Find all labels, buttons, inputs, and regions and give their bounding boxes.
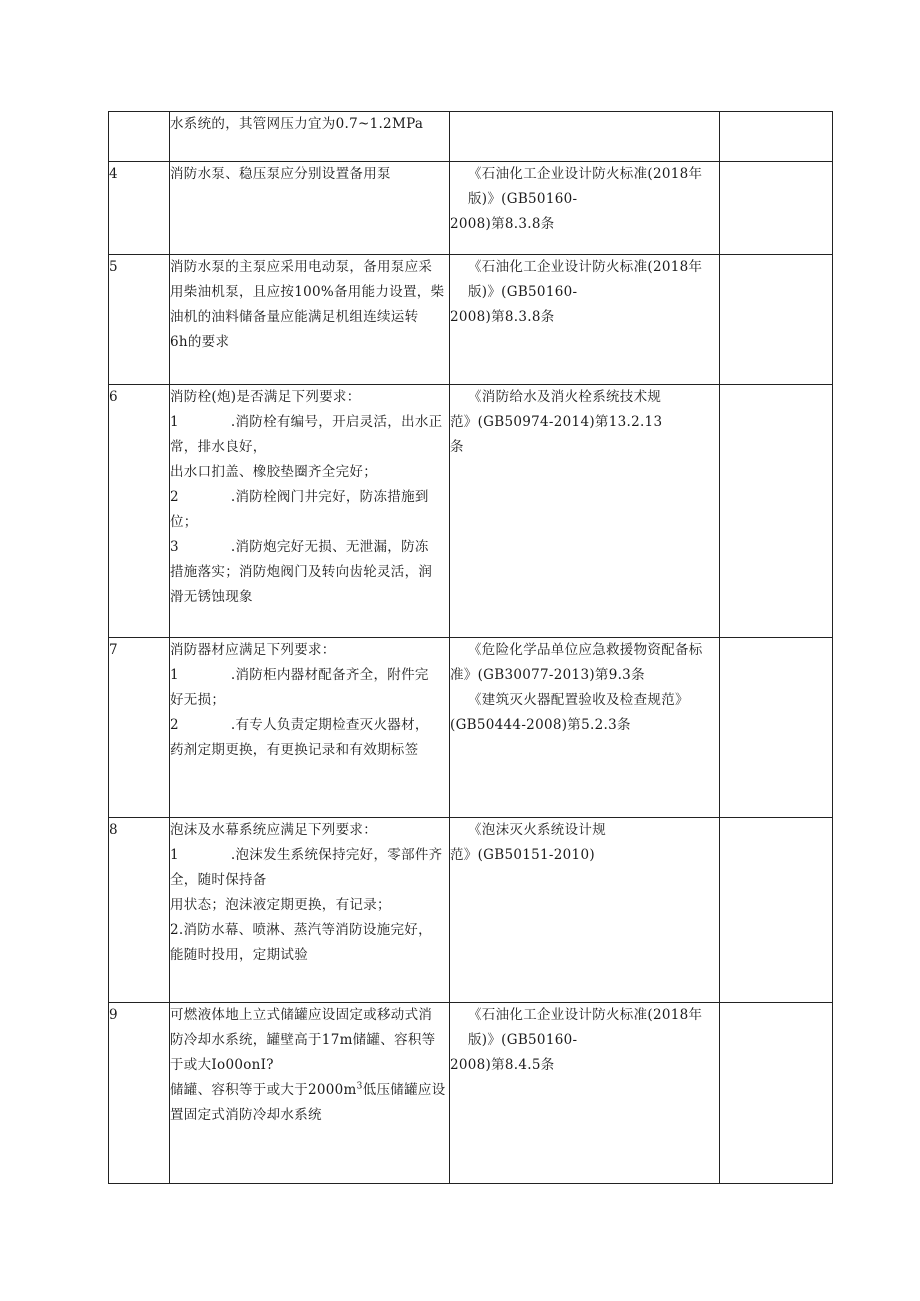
requirement-cell: [170, 255, 450, 385]
basis-line: 条: [450, 439, 464, 455]
basis-cell: [450, 638, 720, 818]
basis-cell: [450, 1003, 720, 1184]
requirement-line: 水系统的，其管网压力宜为0.7~1.2MPa: [170, 116, 424, 132]
inspection-table: [108, 111, 833, 1184]
basis-cell: [450, 112, 720, 162]
requirement-title: 消防器材应满足下列要求：: [170, 642, 336, 658]
requirement-line: 全，随时保持备: [170, 872, 267, 888]
requirement-line: 1 .消防栓有编号，开启灵活，出水正: [170, 414, 443, 430]
requirement-line: 1 .消防柜内器材配备齐全，附件完: [170, 667, 429, 683]
basis-cell: [450, 385, 720, 638]
requirement-line: 能随时投用，定期试验: [170, 947, 308, 963]
requirement-line: 位；: [170, 514, 198, 530]
row-number: 4: [109, 162, 170, 255]
basis-line: 《建筑灭火器配置验收及检查规范》: [468, 692, 689, 708]
requirement-line: 置固定式消防冷却水系统: [170, 1107, 322, 1123]
basis-cell: [450, 818, 720, 1003]
basis-line: 范》(GB50151-2010): [450, 847, 595, 863]
requirement-line: 储罐、容积等于或大于$2000m^3$低压储罐应设: [170, 1081, 446, 1098]
result-cell: [720, 255, 833, 385]
table-row: [109, 385, 833, 638]
table-row: [109, 112, 833, 162]
requirement-line: 6h的要求: [170, 334, 230, 350]
table-row: [109, 638, 833, 818]
result-cell: [720, 112, 833, 162]
basis-line: 2008)第8.4.5条: [450, 1057, 555, 1073]
table-row: [109, 1003, 833, 1184]
table-row: [109, 255, 833, 385]
requirement-title: 消防栓(炮)是否满足下列要求：: [170, 389, 361, 405]
requirement-line: 消防水泵的主泵应采用电动泵，备用泵应采: [170, 259, 433, 275]
item-number: 1: [170, 414, 179, 430]
basis-line: 《消防给水及消火栓系统技术规: [468, 389, 662, 405]
basis-line: 版)》(GB50160-: [468, 284, 578, 300]
requirement-line: 消防水泵、稳压泵应分别设置备用泵: [170, 166, 391, 182]
basis-line: 2008)第8.3.8条: [450, 309, 555, 325]
requirement-line: 2 .消防栓阀门井完好，防冻措施到: [170, 489, 429, 505]
requirement-line: 用状态；泡沫液定期更换，有记录；: [170, 897, 391, 913]
basis-line: 范》(GB50974-2014)第13.2.13: [450, 414, 663, 430]
requirement-cell: [170, 112, 450, 162]
basis-line: (GB50444-2008)第5.2.3条: [450, 717, 631, 733]
row-number: 5: [109, 255, 170, 385]
requirement-line: 2.消防水幕、喷淋、蒸汽等消防设施完好，: [170, 922, 432, 938]
requirement-line: 可燃液体地上立式储罐应设固定或移动式消: [170, 1007, 433, 1023]
requirement-line: 防冷却水系统，罐壁高于17m储罐、容积等: [170, 1032, 436, 1048]
basis-line: 《泡沫灭火系统设计规: [468, 822, 606, 838]
item-number: 2: [170, 489, 179, 505]
requirement-line: 于或大Io00onI?: [170, 1057, 274, 1073]
basis-line: 《危险化学品单位应急救援物资配备标: [468, 642, 703, 658]
result-cell: [720, 385, 833, 638]
result-cell: [720, 1003, 833, 1184]
requirement-line: 滑无锈蚀现象: [170, 589, 253, 605]
item-number: 2: [170, 717, 179, 733]
requirement-cell: [170, 818, 450, 1003]
table-row: [109, 818, 833, 1003]
item-number: 3: [170, 539, 179, 555]
requirement-line: 常，排水良好，: [170, 439, 267, 455]
basis-line: 2008)第8.3.8条: [450, 216, 555, 232]
requirement-cell: [170, 385, 450, 638]
row-number: 8: [109, 818, 170, 1003]
basis-line: 《石油化工企业设计防火标准(2018年: [468, 259, 703, 275]
basis-cell: [450, 162, 720, 255]
table-row: [109, 162, 833, 255]
requirement-cell: [170, 162, 450, 255]
requirement-line: 2 .有专人负责定期检查灭火器材，: [170, 717, 429, 733]
row-number: 6: [109, 385, 170, 638]
basis-line: 《石油化工企业设计防火标准(2018年: [468, 166, 703, 182]
row-number: [109, 112, 170, 162]
result-cell: [720, 818, 833, 1003]
requirement-cell: [170, 638, 450, 818]
basis-line: 版)》(GB50160-: [468, 191, 578, 207]
item-number: 1: [170, 847, 179, 863]
row-number: 9: [109, 1003, 170, 1184]
superscript-3: 3: [356, 1081, 363, 1092]
basis-line: 《石油化工企业设计防火标准(2018年: [468, 1007, 703, 1023]
requirement-line: 药剂定期更换，有更换记录和有效期标签: [170, 742, 419, 758]
requirement-line: 出水口扪盖、橡胶垫圈齐全完好；: [170, 464, 377, 480]
requirement-title: 泡沫及水幕系统应满足下列要求：: [170, 822, 377, 838]
row-number: 7: [109, 638, 170, 818]
basis-line: 准》(GB30077-2013)第9.3条: [450, 667, 645, 683]
requirement-line: 1 .泡沫发生系统保持完好，零部件齐: [170, 847, 443, 863]
requirement-line: 油机的油料储备量应能满足机组连续运转: [170, 309, 419, 325]
result-cell: [720, 638, 833, 818]
result-cell: [720, 162, 833, 255]
requirement-line: 3 .消防炮完好无损、无泄漏，防冻: [170, 539, 429, 555]
requirement-line: 用柴油机泵，且应按100%备用能力设置，柴: [170, 284, 445, 300]
requirement-line: 措施落实；消防炮阀门及转向齿轮灵活，润: [170, 564, 433, 580]
requirement-cell: [170, 1003, 450, 1184]
basis-cell: [450, 255, 720, 385]
basis-line: 版)》(GB50160-: [468, 1032, 578, 1048]
requirement-line: 好无损；: [170, 692, 226, 708]
item-number: 1: [170, 667, 179, 683]
